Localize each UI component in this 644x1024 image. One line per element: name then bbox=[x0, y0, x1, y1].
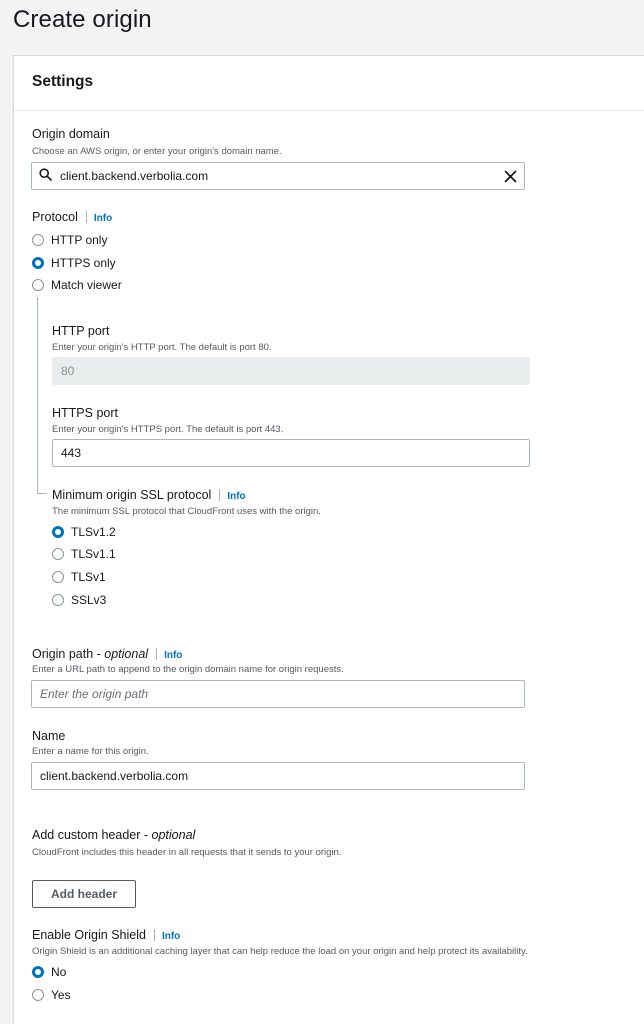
http-port-label: HTTP port bbox=[52, 324, 110, 338]
radio-icon[interactable] bbox=[52, 594, 64, 606]
settings-panel bbox=[13, 55, 644, 1024]
ssl-option-sslv3[interactable] bbox=[52, 593, 106, 607]
name-input[interactable] bbox=[31, 762, 525, 790]
nested-options-line bbox=[37, 297, 38, 493]
origin-path-label bbox=[32, 647, 182, 661]
origin-path-info-link[interactable]: Info bbox=[164, 650, 183, 661]
origin-domain-input[interactable] bbox=[31, 162, 525, 190]
clear-icon[interactable] bbox=[504, 170, 517, 183]
protocol-option-label: HTTP only bbox=[51, 233, 108, 247]
name-description: Enter a name for this origin. bbox=[32, 746, 149, 757]
origin-shield-label-text: Enable Origin Shield bbox=[32, 928, 146, 942]
ssl-option-tlsv1[interactable] bbox=[52, 570, 106, 584]
ssl-protocol-info-link[interactable]: Info bbox=[227, 491, 246, 502]
page-title: Create origin bbox=[13, 6, 152, 33]
origin-shield-option-no[interactable] bbox=[32, 965, 66, 979]
ssl-option-label: TLSv1.1 bbox=[71, 547, 116, 561]
origin-shield-option-yes[interactable] bbox=[32, 988, 71, 1002]
ssl-protocol-label-text: Minimum origin SSL protocol bbox=[52, 488, 212, 502]
origin-path-optional: optional bbox=[104, 647, 149, 661]
nested-options-tick bbox=[37, 493, 47, 494]
http-port-description: Enter your origin's HTTP port. The default is port 80. bbox=[52, 342, 272, 353]
custom-header-description: CloudFront includes this header in all requests that it sends to your origin. bbox=[32, 847, 342, 858]
origin-domain-description: Choose an AWS origin, or enter your origin's domain name. bbox=[32, 146, 282, 157]
origin-shield-info-link[interactable]: Info bbox=[161, 931, 181, 942]
origin-domain-label: Origin domain bbox=[32, 127, 110, 141]
protocol-info-link[interactable]: Info bbox=[93, 213, 113, 224]
radio-icon[interactable] bbox=[52, 571, 64, 583]
protocol-option-label: HTTPS only bbox=[51, 256, 116, 270]
name-value: client.backend.verbolia.com bbox=[40, 769, 189, 783]
ssl-option-label: TLSv1.2 bbox=[71, 525, 116, 539]
origin-shield-label bbox=[32, 928, 180, 942]
ssl-option-label: TLSv1 bbox=[71, 570, 106, 584]
search-icon bbox=[39, 168, 57, 184]
ssl-option-tlsv1-2[interactable] bbox=[52, 525, 116, 539]
name-label: Name bbox=[32, 729, 66, 743]
add-header-button[interactable]: Add header bbox=[32, 880, 136, 908]
protocol-label-text: Protocol bbox=[32, 210, 78, 224]
protocol-option-match-viewer[interactable] bbox=[32, 278, 122, 292]
radio-icon[interactable] bbox=[52, 548, 64, 560]
protocol-label bbox=[32, 210, 112, 224]
custom-header-optional: optional bbox=[151, 828, 196, 842]
http-port-input bbox=[52, 357, 530, 385]
radio-selected-icon[interactable] bbox=[52, 526, 64, 538]
radio-selected-icon[interactable] bbox=[32, 257, 44, 269]
ssl-protocol-label bbox=[52, 488, 246, 502]
http-port-value: 80 bbox=[61, 364, 75, 378]
radio-icon[interactable] bbox=[32, 989, 44, 1001]
https-port-description: Enter your origin's HTTPS port. The default is port 443. bbox=[52, 424, 284, 435]
protocol-option-label: Match viewer bbox=[51, 278, 122, 292]
settings-header bbox=[14, 56, 644, 111]
origin-path-label-text: Origin path - bbox=[32, 647, 105, 661]
origin-path-description: Enter a URL path to append to the origin domain name for origin requests. bbox=[32, 664, 344, 675]
ssl-option-label: SSLv3 bbox=[71, 593, 107, 607]
https-port-input[interactable] bbox=[52, 439, 530, 467]
origin-shield-option-label: No bbox=[51, 965, 67, 979]
origin-path-input[interactable] bbox=[31, 680, 525, 708]
ssl-option-tlsv1-1[interactable] bbox=[52, 547, 116, 561]
origin-path-placeholder: Enter the origin path bbox=[40, 687, 149, 701]
https-port-label: HTTPS port bbox=[52, 406, 118, 420]
origin-shield-description: Origin Shield is an additional caching layer that can help reduce the load on your origin and help protect its availability. bbox=[32, 946, 528, 957]
custom-header-label-text: Add custom header - bbox=[32, 828, 152, 842]
radio-selected-icon[interactable] bbox=[32, 966, 44, 978]
protocol-option-http-only[interactable] bbox=[32, 233, 107, 247]
origin-shield-option-label: Yes bbox=[51, 988, 71, 1002]
radio-icon[interactable] bbox=[32, 234, 44, 246]
radio-icon[interactable] bbox=[32, 279, 44, 291]
custom-header-label bbox=[32, 828, 195, 842]
origin-domain-value: client.backend.verbolia.com bbox=[60, 169, 209, 183]
https-port-value: 443 bbox=[61, 446, 82, 460]
ssl-protocol-description: The minimum SSL protocol that CloudFront uses with the origin. bbox=[52, 506, 321, 517]
settings-title: Settings bbox=[32, 73, 94, 90]
protocol-option-https-only[interactable] bbox=[32, 256, 116, 270]
